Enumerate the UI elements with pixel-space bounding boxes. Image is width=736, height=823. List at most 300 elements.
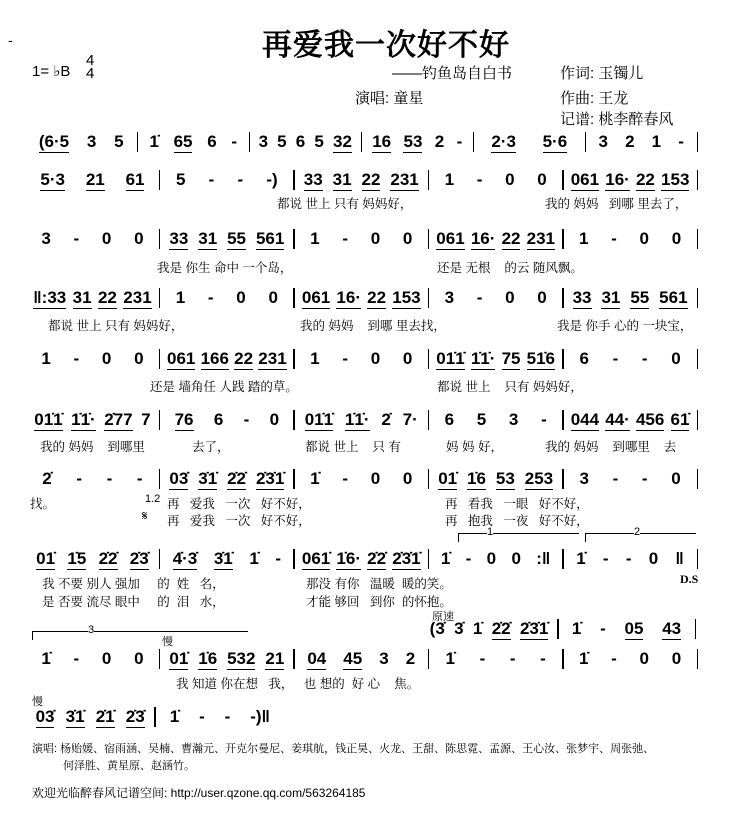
lyric: 妈 妈 好， xyxy=(446,440,503,454)
measure xyxy=(366,132,469,153)
note-group: 01̇1̇ xyxy=(34,409,63,429)
lyric: 再 看我 一眼 好不好， xyxy=(445,497,589,511)
lyric: 去了， xyxy=(192,440,230,454)
note-group: 561 xyxy=(255,228,285,248)
measure xyxy=(433,649,558,669)
measure xyxy=(30,132,133,153)
bar-line xyxy=(562,170,564,190)
lyric: 再 抱我 一夜 好不好， xyxy=(445,514,589,528)
lyric: 还是 无根 的云 随风飘。 xyxy=(437,261,583,275)
measure xyxy=(164,170,289,190)
note-group: 5·6 xyxy=(542,131,568,151)
note-group: 0 xyxy=(537,288,547,307)
note-group: ‖ xyxy=(675,549,684,568)
lyric: 再 爱我 一次 好不好， xyxy=(167,514,311,528)
ending-number: 2 xyxy=(634,526,641,538)
measure xyxy=(160,707,280,727)
note-group: 0 xyxy=(101,649,112,668)
note-group: 231 xyxy=(390,169,419,189)
note-group: 2̇3̇ xyxy=(129,548,149,568)
measure xyxy=(142,132,245,153)
note-group: 3 xyxy=(508,410,519,429)
note-group: 061 xyxy=(436,228,465,248)
note-group: 53 xyxy=(495,468,515,488)
bar-line xyxy=(159,288,161,308)
composer: 作曲: 王龙 xyxy=(560,90,629,107)
bar-line xyxy=(159,229,161,249)
measure xyxy=(563,619,691,640)
bar-line xyxy=(562,288,564,308)
note-group: 21 xyxy=(85,169,105,189)
note-group: 1̇1̇· xyxy=(470,348,496,368)
note-group: 2̇3̇1̇ xyxy=(255,468,285,488)
lyric: 我是 你生 命中 一个岛， xyxy=(157,261,293,275)
note-group: 2̇77 xyxy=(104,409,133,429)
bar-line xyxy=(293,170,295,190)
bar-line xyxy=(159,410,161,430)
bar-line xyxy=(293,288,295,308)
note-group: 05 xyxy=(624,618,644,638)
note-group: 5 xyxy=(176,170,186,189)
note-group: 2 xyxy=(405,649,416,668)
note-group: 2̇ xyxy=(381,410,391,429)
note-group: 16 xyxy=(372,131,392,151)
measure xyxy=(433,549,558,569)
bar-line xyxy=(428,410,430,430)
note-group: 0 xyxy=(486,549,497,568)
bar-line xyxy=(361,132,363,152)
note-group: (3̇ xyxy=(429,619,445,638)
note-group: 231 xyxy=(258,348,287,368)
notation-row xyxy=(30,467,702,491)
note-group: 6 xyxy=(444,410,455,429)
key-signature: 1= ♭B xyxy=(32,63,71,80)
note-group: 55 xyxy=(630,287,650,307)
lyric: 都说 世上 只有 妈妈好， xyxy=(437,380,583,394)
singer: 演唱: 童星 xyxy=(355,90,424,107)
note-group: 32 xyxy=(333,131,352,151)
note-group: 33 xyxy=(303,169,323,189)
note-group: 0 xyxy=(370,229,381,248)
bar-line xyxy=(293,349,295,369)
note-group: - xyxy=(476,170,483,189)
ending-number: 3 xyxy=(88,624,95,636)
note-group: 1̇ xyxy=(310,469,320,488)
note-group: 31 xyxy=(332,169,352,189)
performers-line-1: 演唱: 杨贻媛、宿雨涵、吴楠、曹瀚元、开克尔曼尼、姜琪航，钱正昊、火龙、王甜、陈思霓、孟源、王心汝、张梦宇、周张弛、 xyxy=(32,743,655,755)
note-group: 5 xyxy=(277,132,287,151)
tempo-mark-slow-2: 慢 xyxy=(32,696,43,708)
measure xyxy=(30,469,155,489)
bar-line xyxy=(697,132,699,152)
note-group: 0 xyxy=(101,229,112,248)
note-group: 153 xyxy=(392,287,421,307)
note-group: 2 xyxy=(625,132,635,151)
note-group: - xyxy=(275,549,282,568)
note-group: 061̇ xyxy=(301,548,331,568)
note-group: 3 xyxy=(86,132,97,151)
measure xyxy=(568,229,693,249)
note-group: 1 xyxy=(41,349,51,368)
note-group: - xyxy=(476,288,483,307)
bar-line xyxy=(585,132,587,152)
lyric: 是 否要 流尽 眼中 的 泪 水， xyxy=(42,595,225,609)
measure xyxy=(164,349,289,370)
note-group: 3 xyxy=(579,469,589,488)
note-group: - xyxy=(540,649,546,668)
bar-line xyxy=(293,649,295,669)
note-group: 3 xyxy=(41,229,51,248)
interlude-row xyxy=(425,617,700,641)
bar-line xyxy=(428,170,430,190)
note-group: 1̇ xyxy=(445,649,455,668)
measure xyxy=(299,170,424,191)
notation-row xyxy=(30,286,702,310)
note-group: 3̇1̇ xyxy=(198,468,218,488)
measure xyxy=(590,132,693,152)
lyric: 都说 世上 只有 妈妈好， xyxy=(277,197,413,211)
bar-line xyxy=(697,469,699,489)
note-group: 75 xyxy=(501,348,521,368)
note-group: - xyxy=(342,349,348,368)
measure xyxy=(164,649,289,670)
note-group: 2̇2̇ xyxy=(227,468,247,488)
note-group: 6 xyxy=(295,132,306,151)
note-group: 3 xyxy=(444,288,455,307)
lyric: 才能 够回 到你 的怀抱。 xyxy=(306,595,452,609)
note-group: 0 xyxy=(134,649,144,668)
measure xyxy=(568,288,693,309)
note-group: 0 xyxy=(648,549,659,568)
note-group: 01̇ xyxy=(169,648,189,668)
note-group: 2̇2̇ xyxy=(367,548,387,568)
note-group: - xyxy=(641,349,648,368)
bar-line xyxy=(154,707,156,727)
note-group: 16· xyxy=(336,287,361,307)
note-group: - xyxy=(73,229,80,248)
measure xyxy=(568,170,693,191)
note-group: 1̇1̇· xyxy=(344,409,370,429)
bar-line xyxy=(562,229,564,249)
bar-line xyxy=(562,469,564,489)
song-title: 再爱我一次好不好 xyxy=(262,28,510,63)
note-group: 0 xyxy=(505,170,515,189)
ending-bracket-3 xyxy=(32,624,248,640)
note-group: 61 xyxy=(125,169,145,189)
note-group: 061 xyxy=(301,287,331,307)
note-group: - xyxy=(541,410,547,429)
measure xyxy=(568,649,693,669)
note-group: 0 xyxy=(134,349,144,368)
lyric: 我 不要 别人 强加 的 姓 名， xyxy=(42,577,225,591)
note-group: -) xyxy=(266,170,278,189)
notation-row xyxy=(30,547,702,571)
measure xyxy=(164,549,289,570)
note-group: 22 xyxy=(361,169,381,189)
measure xyxy=(568,349,693,369)
note-group: - xyxy=(208,170,215,189)
note-group: 1̇ xyxy=(249,549,259,568)
dash-mark: - xyxy=(8,32,13,48)
note-group: 31 xyxy=(72,287,92,307)
bar-line xyxy=(695,619,697,639)
notation-row xyxy=(30,705,280,729)
note-group: 0 xyxy=(671,469,681,488)
note-group: 2̇1̇ xyxy=(95,706,115,726)
note-group: 4̇·3̇ xyxy=(172,548,198,568)
measure xyxy=(433,349,558,370)
time-signature xyxy=(86,54,94,80)
measure xyxy=(254,132,357,153)
note-group: 1 xyxy=(578,229,589,248)
note-group: 0 xyxy=(269,410,280,429)
lyric: 都说 世上 只 有 xyxy=(305,440,401,454)
note-group: 04 xyxy=(307,648,327,668)
note-group: 55 xyxy=(227,228,247,248)
measure xyxy=(299,649,424,670)
lyric: 找。 xyxy=(30,497,56,511)
bar-line xyxy=(293,549,295,569)
note-group: 2̇3̇1̇ xyxy=(392,548,421,568)
note-group: 1̇ xyxy=(576,549,586,568)
measure xyxy=(30,707,150,728)
time-top: 4 xyxy=(86,52,95,69)
notation-row xyxy=(30,168,702,192)
note-group: 44· xyxy=(605,409,630,429)
note-group: 166 xyxy=(200,348,229,368)
bar-line xyxy=(562,549,564,569)
measure xyxy=(299,288,424,309)
note-group: 1̇6 xyxy=(467,468,486,488)
note-group: 5 xyxy=(314,132,324,151)
note-group: 6 xyxy=(207,132,217,151)
measure xyxy=(299,549,424,570)
lyric: 我 知道 你在想 我， 也 想的 好 心 焦。 xyxy=(176,677,420,691)
note-group: 16· xyxy=(470,228,496,248)
transcriber: 记谱: 桃李醉春风 xyxy=(560,111,674,128)
note-group: 3̇1̇ xyxy=(65,706,85,726)
tempo-mark-yuansu: 原速 xyxy=(432,611,454,623)
note-group: 2̇2̇ xyxy=(98,548,118,568)
note-group: 2̇2̇ xyxy=(491,618,511,638)
note-group: - xyxy=(224,707,231,726)
note-group: 45 xyxy=(343,648,363,668)
note-group: 0 xyxy=(101,349,112,368)
note-group: 5 xyxy=(114,132,124,151)
bar-line xyxy=(697,549,699,569)
note-group: 153 xyxy=(661,169,690,189)
note-group: - xyxy=(611,649,617,668)
lyric: 还是 墙角任 人践 踏的草。 xyxy=(150,380,298,394)
lyric: 我的 妈妈 到哪里 去 xyxy=(545,440,677,454)
measure xyxy=(30,170,155,191)
footer-link[interactable]: 欢迎光临醉春风记谱空间: http://user.qzone.qq.com/563264185 xyxy=(32,786,366,800)
bar-line xyxy=(137,132,139,152)
measure xyxy=(299,229,424,249)
note-group: 1̇ xyxy=(571,619,582,638)
note-group: 3 xyxy=(379,649,389,668)
notation-row xyxy=(30,130,702,154)
bar-line xyxy=(428,229,430,249)
measure xyxy=(30,549,155,570)
bar-line xyxy=(428,649,430,669)
note-group: 51̇6 xyxy=(526,348,556,368)
bar-line xyxy=(562,649,564,669)
measure xyxy=(30,229,155,249)
note-group: 2̇3̇ xyxy=(125,706,145,726)
measure xyxy=(568,410,693,431)
bar-line xyxy=(697,649,699,669)
note-group: ‖:33 xyxy=(33,287,67,307)
measure xyxy=(299,349,424,369)
measure xyxy=(30,410,155,431)
note-group: 3 xyxy=(598,132,609,151)
bar-line xyxy=(428,349,430,369)
measure xyxy=(433,288,558,308)
bar-line xyxy=(562,410,564,430)
note-group: - xyxy=(612,349,619,368)
ending-bracket-1 xyxy=(458,526,579,542)
note-group: 03̇ xyxy=(169,468,189,488)
bar-line xyxy=(159,649,161,669)
note-group: - xyxy=(479,649,486,668)
bar-line xyxy=(293,229,295,249)
notation-row xyxy=(30,347,702,371)
tempo-mark-slow: 慢 xyxy=(162,636,173,648)
bar-line xyxy=(159,549,161,569)
note-group: 01̇1̇ xyxy=(436,348,465,368)
bar-line xyxy=(557,619,559,639)
note-group: 1̇5 xyxy=(67,548,87,568)
notation-row xyxy=(30,647,702,671)
note-group: 0 xyxy=(639,649,649,668)
note-group: 22 xyxy=(234,348,254,368)
time-bottom: 4 xyxy=(86,65,95,82)
lyricist: 作词: 玉镯儿 xyxy=(560,65,644,82)
note-group: 1̇6· xyxy=(336,548,361,568)
bar-line xyxy=(697,229,699,249)
note-group: 5·3 xyxy=(40,169,65,189)
note-group: 0 xyxy=(402,469,413,488)
note-group: 7· xyxy=(402,410,418,429)
note-group: 31 xyxy=(198,228,218,248)
note-group: 561 xyxy=(659,287,688,307)
note-group: 22 xyxy=(501,228,521,248)
verse-number: 1.2 xyxy=(145,493,161,505)
lyric: 我的 妈妈 到哪 里去找， xyxy=(300,319,446,333)
lyric: 我的 妈妈 到哪 里去了， xyxy=(545,197,688,211)
note-group: 22 xyxy=(97,287,117,307)
note-group: 01̇ xyxy=(438,468,458,488)
note-group: 061 xyxy=(570,169,600,189)
bar-line xyxy=(428,549,430,569)
measure xyxy=(30,288,155,309)
note-group: 76 xyxy=(174,409,194,429)
note-group: 1̇6 xyxy=(198,648,218,668)
note-group: 21 xyxy=(265,648,285,668)
note-group: 1 xyxy=(175,288,186,307)
note-group: 6 xyxy=(579,349,589,368)
measure xyxy=(433,170,558,190)
note-group: - xyxy=(611,229,617,248)
note-group: 0 xyxy=(671,649,682,668)
lyric: 再 爱我 一次 好不好， xyxy=(167,497,311,511)
note-group: 43 xyxy=(662,618,682,638)
note-group: 1̇ xyxy=(440,549,451,568)
note-group: - xyxy=(612,469,619,488)
note-group: 1̇ xyxy=(41,649,51,668)
note-group: 22 xyxy=(367,287,387,307)
performers-line-2: 何泽胜、黄星原、赵涵竹。 xyxy=(63,760,195,772)
note-group: -)‖ xyxy=(250,707,271,726)
note-group: 7 xyxy=(141,410,151,429)
note-group: - xyxy=(641,469,648,488)
note-group: 1 xyxy=(310,229,320,248)
lyric: 那没 有你 温暖 暖的笑。 xyxy=(306,577,452,591)
note-group: 1 xyxy=(444,170,455,189)
note-group: - xyxy=(678,132,684,151)
measure xyxy=(299,469,424,489)
note-group: - xyxy=(509,649,516,668)
note-group: 1̇ xyxy=(472,619,483,638)
notation-row xyxy=(30,227,702,251)
note-group: 3 xyxy=(258,132,269,151)
note-group: 1̇ xyxy=(578,649,589,668)
note-group: 0 xyxy=(268,288,278,307)
note-group: 0 xyxy=(370,469,381,488)
note-group: 3̇1̇ xyxy=(213,548,233,568)
measure xyxy=(568,469,693,489)
note-group: 0 xyxy=(671,349,681,368)
note-group: 2̇ xyxy=(42,469,52,488)
note-group: 2·3 xyxy=(491,131,516,151)
note-group: - xyxy=(231,132,238,151)
note-group: 2̇3̇1̇ xyxy=(519,618,549,638)
measure xyxy=(299,410,424,431)
note-group: - xyxy=(465,549,472,568)
measure xyxy=(433,229,558,250)
note-group: 0 xyxy=(236,288,246,307)
note-group: :‖ xyxy=(536,549,551,568)
note-group: 6 xyxy=(213,410,224,429)
note-group: 1̇1̇· xyxy=(71,409,96,429)
lyric: 都说 世上 只有 妈妈好， xyxy=(48,319,184,333)
note-group: 31 xyxy=(601,287,621,307)
bar-line xyxy=(293,469,295,489)
ending-bracket-2 xyxy=(585,526,696,542)
measure xyxy=(478,132,581,153)
measure xyxy=(164,229,289,250)
note-group: 61̇ xyxy=(670,409,690,429)
note-group: - xyxy=(199,707,205,726)
bar-line xyxy=(428,288,430,308)
note-group: 532 xyxy=(227,648,256,668)
note-group: - xyxy=(73,649,80,668)
note-group: 044 xyxy=(570,409,600,429)
note-group: 231 xyxy=(123,287,152,307)
note-group: - xyxy=(243,410,250,429)
note-group: 061 xyxy=(167,348,196,368)
note-group: - xyxy=(136,469,143,488)
note-group: 0 xyxy=(134,229,144,248)
measure xyxy=(30,349,155,369)
note-group: 456 xyxy=(635,409,665,429)
measure xyxy=(164,410,289,431)
note-group: 0 xyxy=(511,549,521,568)
note-group: 22 xyxy=(635,169,655,189)
note-group: 0 xyxy=(639,229,649,248)
da-segno: D.S xyxy=(680,572,699,586)
